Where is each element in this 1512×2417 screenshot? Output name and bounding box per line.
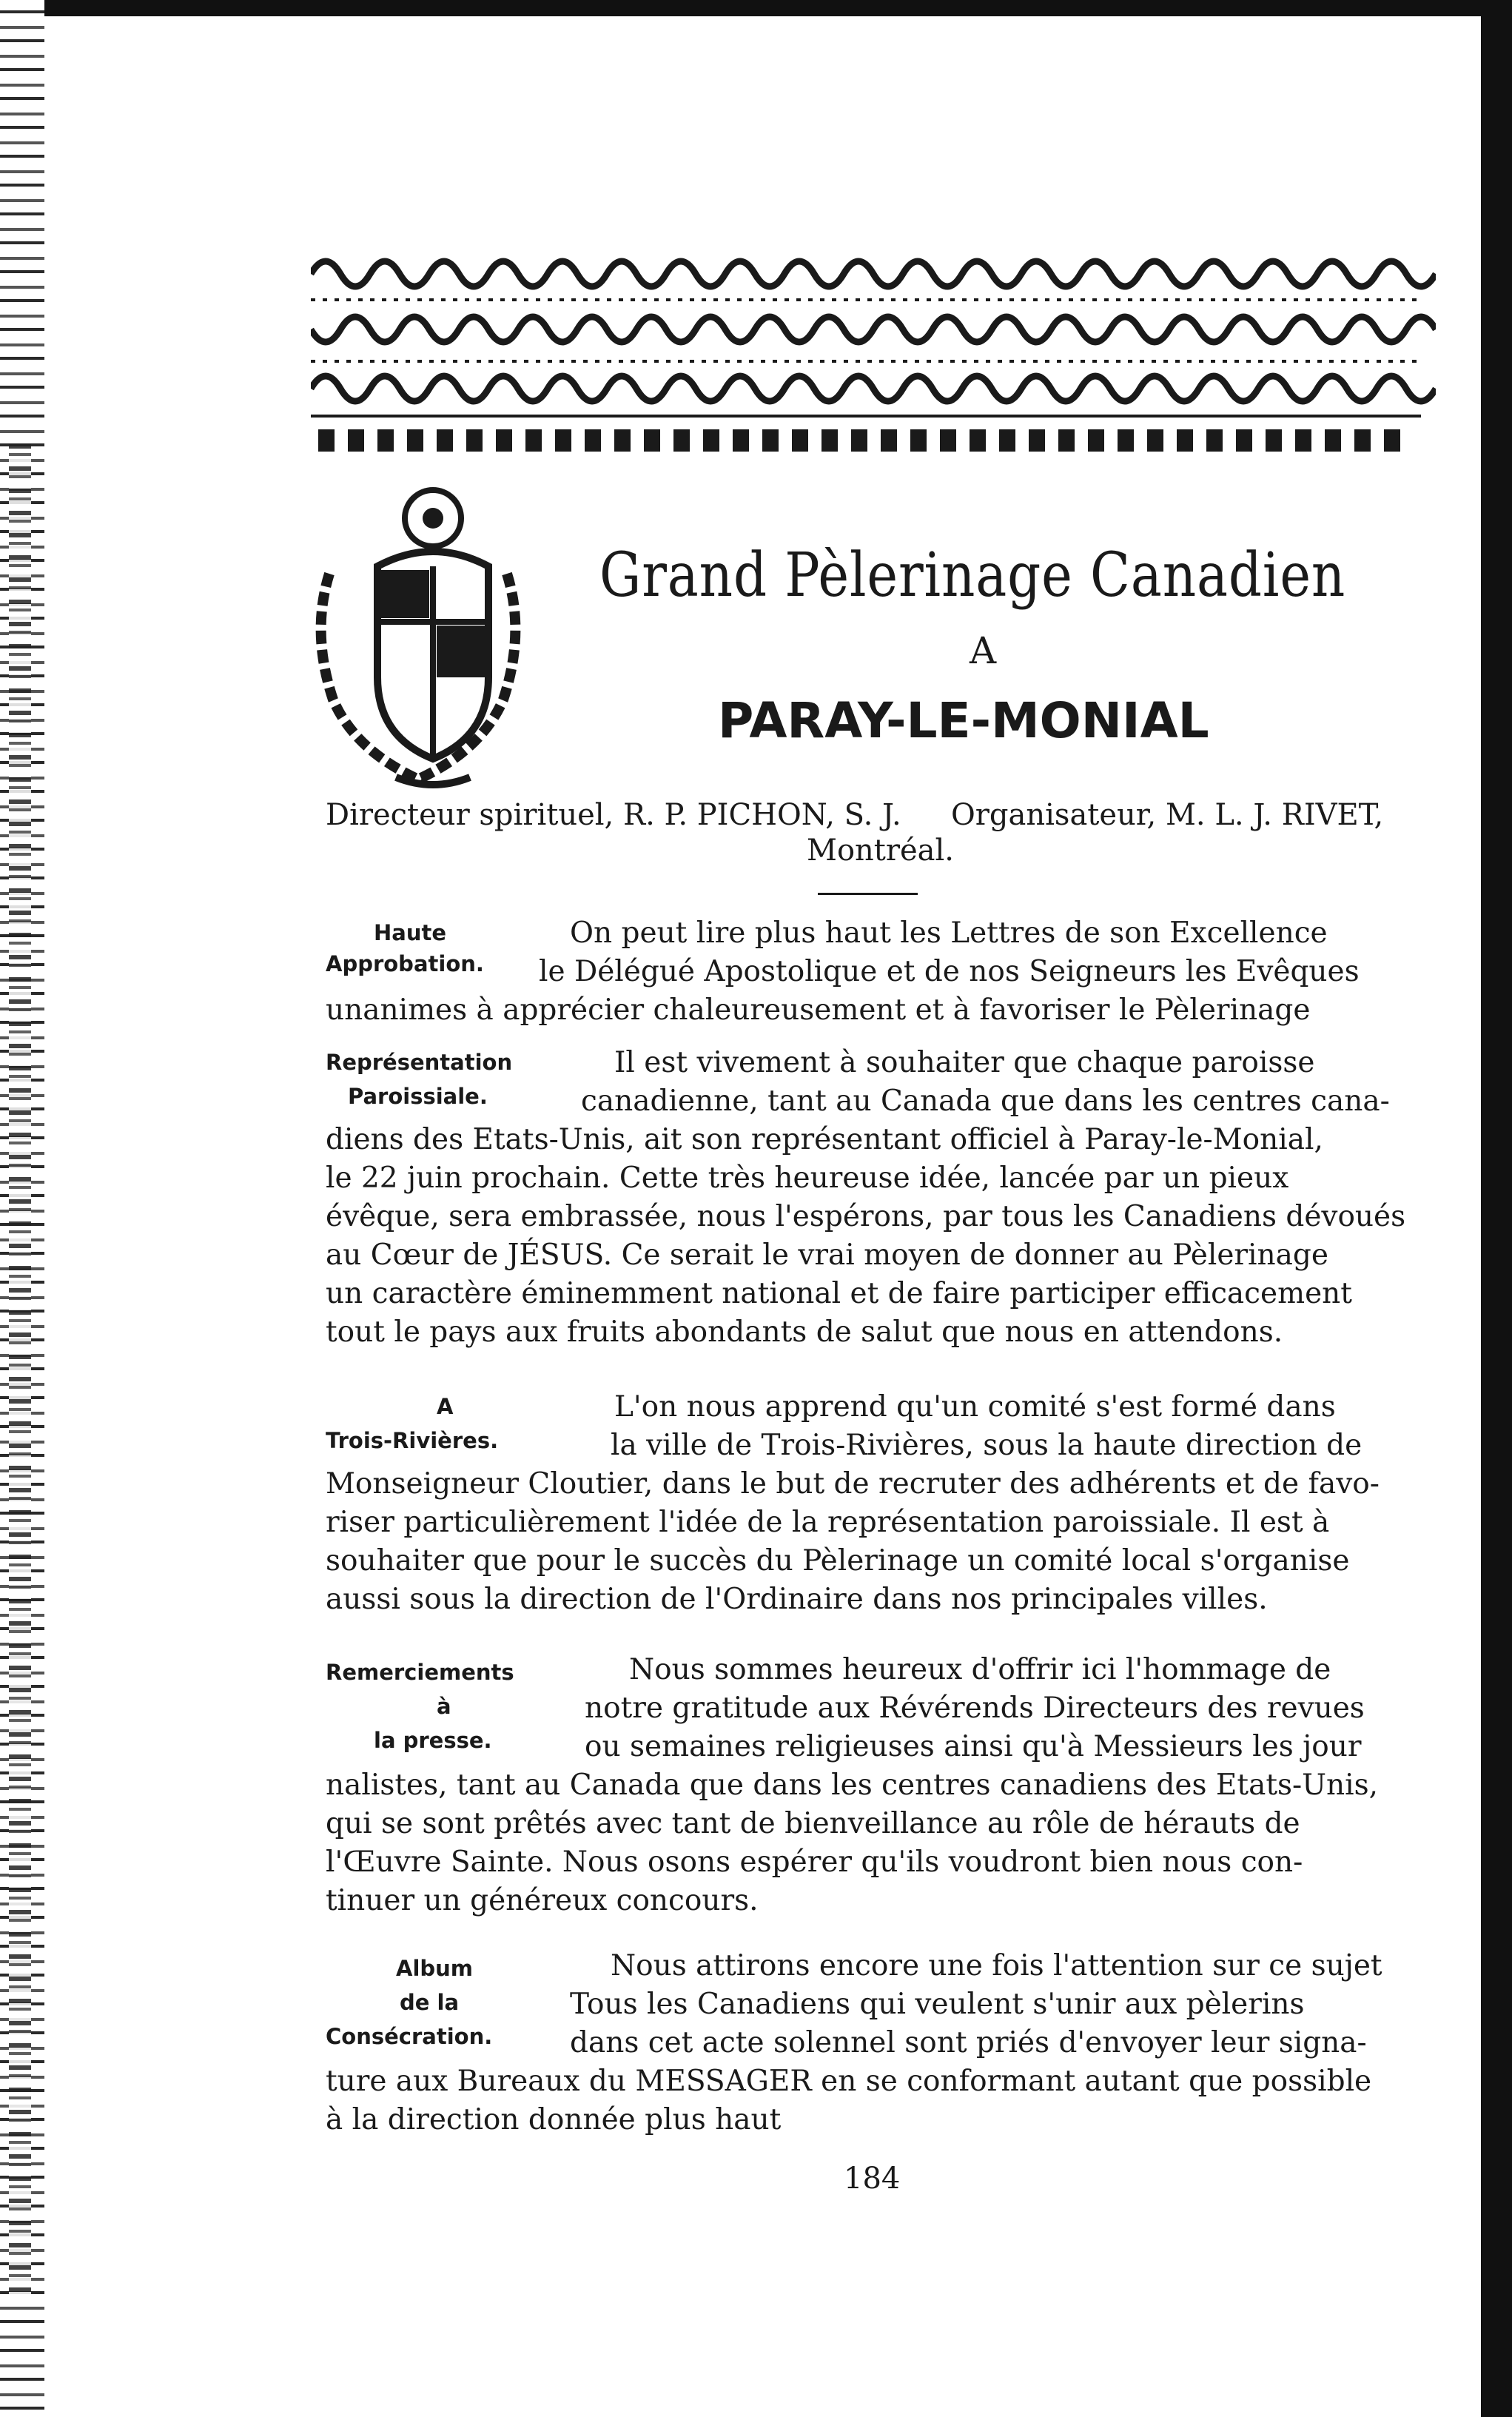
text-line: ou semaines religieuses ainsi qu'à Messieurs les jour bbox=[585, 1730, 1362, 1763]
coat-of-arms-icon bbox=[307, 485, 522, 796]
text-line: Nous attirons encore une fois l'attention sur ce sujet bbox=[611, 1949, 1382, 1982]
divider bbox=[818, 893, 918, 895]
credit-organizer: Organisateur, M. L. J. RIVET, bbox=[951, 798, 1384, 832]
text-line: unanimes à apprécier chaleureusement et à favoriser le Pèlerinage bbox=[326, 993, 1311, 1027]
side-label: de la bbox=[400, 1990, 460, 2015]
text-line: un caractère éminemment national et de faire participer efficacement bbox=[326, 1277, 1352, 1310]
side-label: Remerciements bbox=[326, 1660, 514, 1685]
text-line: tinuer un généreux concours. bbox=[326, 1884, 759, 1917]
text-line: l'Œuvre Sainte. Nous osons espérer qu'ils voudront bien nous con- bbox=[326, 1846, 1303, 1879]
page-number: 184 bbox=[844, 2162, 901, 2196]
text-line: tout le pays aux fruits abondants de salut que nous en attendons. bbox=[326, 1315, 1283, 1349]
text-line: canadienne, tant au Canada que dans les centres cana- bbox=[581, 1085, 1390, 1118]
text-line: évêque, sera embrassée, nous l'espérons, par tous les Canadiens dévoués bbox=[326, 1200, 1406, 1233]
side-label: Approbation. bbox=[326, 951, 484, 976]
text-line: Nous sommes heureux d'offrir ici l'hommage de bbox=[629, 1653, 1331, 1686]
text-line: Monseigneur Cloutier, dans le but de recruter des adhérents et de favo- bbox=[326, 1467, 1380, 1501]
text-line: notre gratitude aux Révérends Directeurs des revues bbox=[585, 1692, 1365, 1725]
text-line: Tous les Canadiens qui veulent s'unir aux pèlerins bbox=[570, 1988, 1305, 2021]
text-line: à la direction donnée plus haut bbox=[326, 2103, 782, 2136]
title-place: PARAY-LE-MONIAL bbox=[718, 692, 1209, 749]
side-label: la presse. bbox=[374, 1728, 492, 1753]
side-label: Paroissiale. bbox=[348, 1084, 488, 1109]
scan-binding-edge bbox=[9, 444, 31, 2295]
ornamental-border-icon bbox=[311, 244, 1436, 466]
text-line: la ville de Trois-Rivières, sous la haute direction de bbox=[611, 1429, 1363, 1462]
text-line: On peut lire plus haut les Lettres de son Excellence bbox=[570, 916, 1328, 950]
text-line: dans cet acte solennel sont priés d'envoyer leur signa- bbox=[570, 2026, 1367, 2059]
text-line: riser particulièrement l'idée de la représentation paroissiale. Il est à bbox=[326, 1506, 1330, 1539]
side-label: à bbox=[437, 1694, 451, 1719]
text-line: qui se sont prêtés avec tant de bienveillance au rôle de hérauts de bbox=[326, 1807, 1300, 1840]
scan-top-edge bbox=[44, 0, 1512, 16]
scan-right-edge bbox=[1481, 0, 1512, 2417]
side-label: Consécration. bbox=[326, 2024, 493, 2049]
side-label: Album bbox=[396, 1956, 474, 1981]
text-line: au Cœur de JÉSUS. Ce serait le vrai moyen de donner au Pèlerinage bbox=[326, 1238, 1328, 1272]
text-line: Il est vivement à souhaiter que chaque paroisse bbox=[614, 1046, 1315, 1079]
text-line: L'on nous apprend qu'un comité s'est formé dans bbox=[614, 1390, 1336, 1424]
page-title: Grand Pèlerinage Canadien bbox=[599, 540, 1346, 611]
side-label: Haute bbox=[374, 920, 447, 945]
credit-city: Montréal. bbox=[807, 834, 955, 868]
credit-director: Directeur spirituel, R. P. PICHON, S. J. bbox=[326, 798, 901, 832]
text-line: le 22 juin prochain. Cette très heureuse idée, lancée par un pieux bbox=[326, 1161, 1289, 1195]
title-preposition: A bbox=[970, 629, 997, 672]
text-line: aussi sous la direction de l'Ordinaire dans nos principales villes. bbox=[326, 1583, 1268, 1616]
side-label: A bbox=[437, 1394, 454, 1419]
text-line: diens des Etats-Unis, ait son représentant officiel à Paray-le-Monial, bbox=[326, 1123, 1323, 1156]
side-label: Trois-Rivières. bbox=[326, 1428, 499, 1453]
text-line: le Délégué Apostolique et de nos Seigneurs les Evêques bbox=[539, 955, 1360, 988]
text-line: ture aux Bureaux du MESSAGER en se conformant autant que possible bbox=[326, 2065, 1372, 2098]
side-label: Représentation bbox=[326, 1050, 513, 1075]
text-line: nalistes, tant au Canada que dans les centres canadiens des Etats-Unis, bbox=[326, 1769, 1379, 1802]
text-line: souhaiter que pour le succès du Pèlerinage un comité local s'organise bbox=[326, 1544, 1350, 1578]
